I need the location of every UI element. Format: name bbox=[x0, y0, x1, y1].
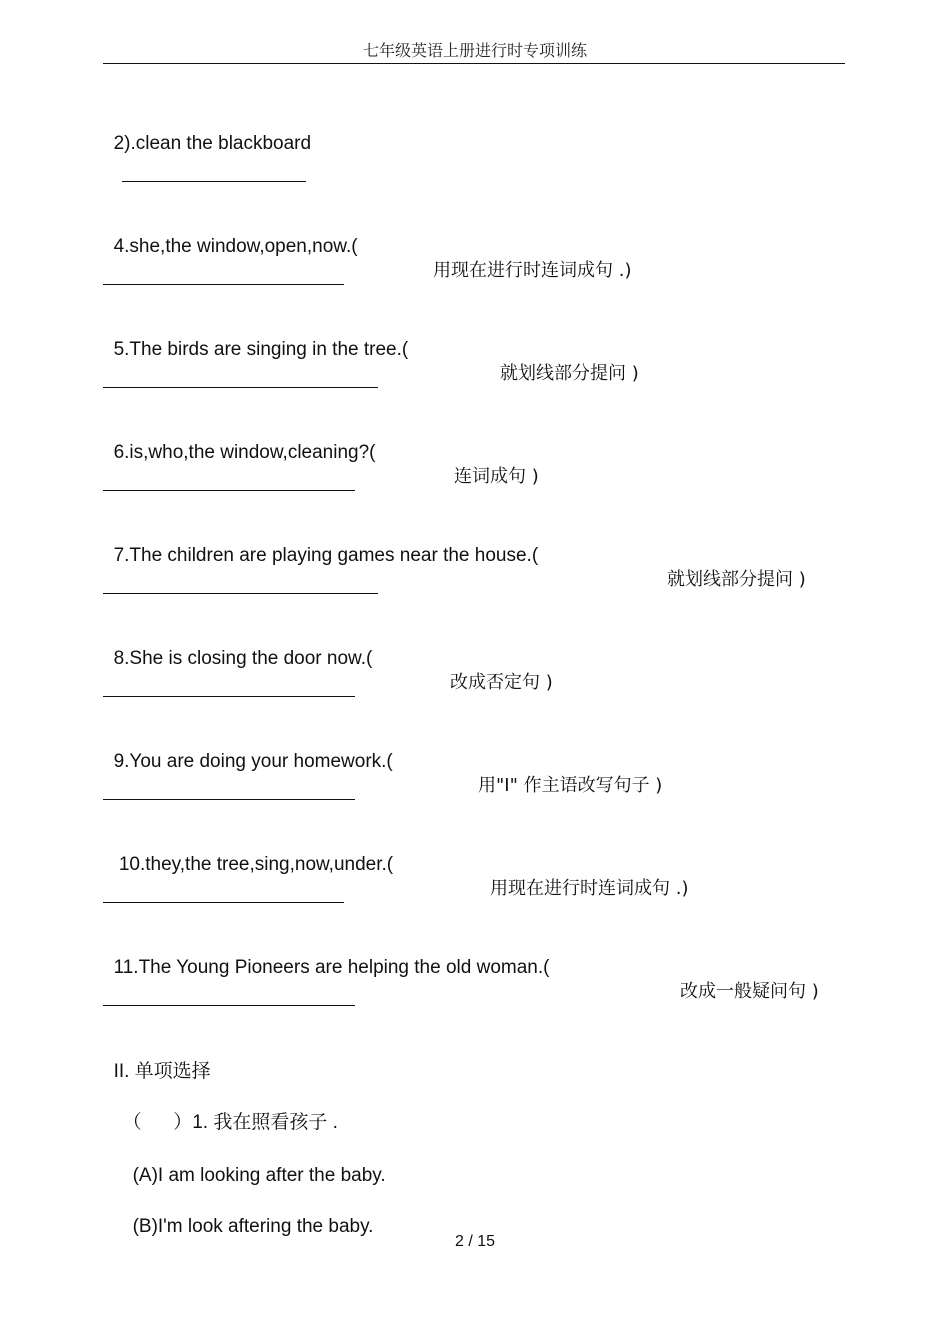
section-heading-text: II. 单项选择 bbox=[113, 1061, 211, 1082]
exercise-instruction: 用"I" 作主语改写句子 ) bbox=[478, 775, 663, 796]
exercise-text: 9.You are doing your homework.( bbox=[113, 751, 393, 772]
exercise-item-10 bbox=[103, 829, 689, 901]
exercise-item-5 bbox=[103, 314, 639, 386]
exercise-instruction: 改成否定句 ) bbox=[450, 672, 553, 693]
answer-blank[interactable] bbox=[103, 490, 355, 491]
answer-blank[interactable] bbox=[103, 284, 344, 285]
exercise-instruction: 就划线部分提问 ) bbox=[500, 363, 639, 384]
section-heading bbox=[103, 1036, 211, 1084]
choice-question bbox=[112, 1087, 338, 1135]
choice-question-text: （ ）1. 我在照看孩子 . bbox=[122, 1112, 338, 1133]
exercise-text: 6.is,who,the window,cleaning?( bbox=[113, 442, 376, 463]
answer-blank[interactable] bbox=[103, 696, 355, 697]
answer-blank[interactable] bbox=[103, 593, 378, 594]
page-header-title: 七年级英语上册进行时专项训练 bbox=[362, 41, 587, 60]
answer-blank[interactable] bbox=[103, 902, 344, 903]
exercise-instruction: 就划线部分提问 ) bbox=[667, 569, 806, 590]
header-divider bbox=[103, 63, 845, 64]
exercise-instruction: 连词成句 ) bbox=[454, 466, 539, 487]
choice-option-b bbox=[122, 1191, 373, 1239]
exercise-text: 8.She is closing the door now.( bbox=[113, 648, 373, 669]
exercise-item-4 bbox=[103, 211, 632, 283]
answer-blank[interactable] bbox=[103, 1005, 355, 1006]
choice-option-text: (A)I am looking after the baby. bbox=[132, 1165, 386, 1186]
exercise-text: 2).clean the blackboard bbox=[113, 133, 312, 154]
exercise-text: 11.The Young Pioneers are helping the old woman.( bbox=[113, 957, 550, 978]
exercise-instruction: 用现在进行时连词成句 .) bbox=[433, 260, 632, 281]
exercise-item-11 bbox=[103, 932, 819, 1004]
exercise-instruction: 改成一般疑问句 ) bbox=[680, 981, 819, 1002]
choice-option-text: (B)I'm look aftering the baby. bbox=[132, 1216, 374, 1237]
choice-option-a bbox=[122, 1140, 386, 1188]
exercise-item-2 bbox=[103, 108, 311, 156]
exercise-item-9 bbox=[103, 726, 663, 798]
exercise-item-6 bbox=[103, 417, 539, 489]
exercise-item-7 bbox=[103, 520, 806, 592]
exercise-text: 4.she,the window,open,now.( bbox=[113, 236, 358, 257]
answer-blank[interactable] bbox=[103, 387, 378, 388]
answer-blank[interactable] bbox=[122, 181, 306, 182]
exercise-text: 5.The birds are singing in the tree.( bbox=[113, 339, 409, 360]
exercise-item-8 bbox=[103, 623, 553, 695]
exercise-text: 10.they,the tree,sing,now,under.( bbox=[113, 854, 394, 875]
exercise-text: 7.The children are playing games near the house.( bbox=[113, 545, 539, 566]
exercise-instruction: 用现在进行时连词成句 .) bbox=[490, 878, 689, 899]
page-number: 2 / 15 bbox=[454, 1233, 496, 1250]
answer-blank[interactable] bbox=[103, 799, 355, 800]
